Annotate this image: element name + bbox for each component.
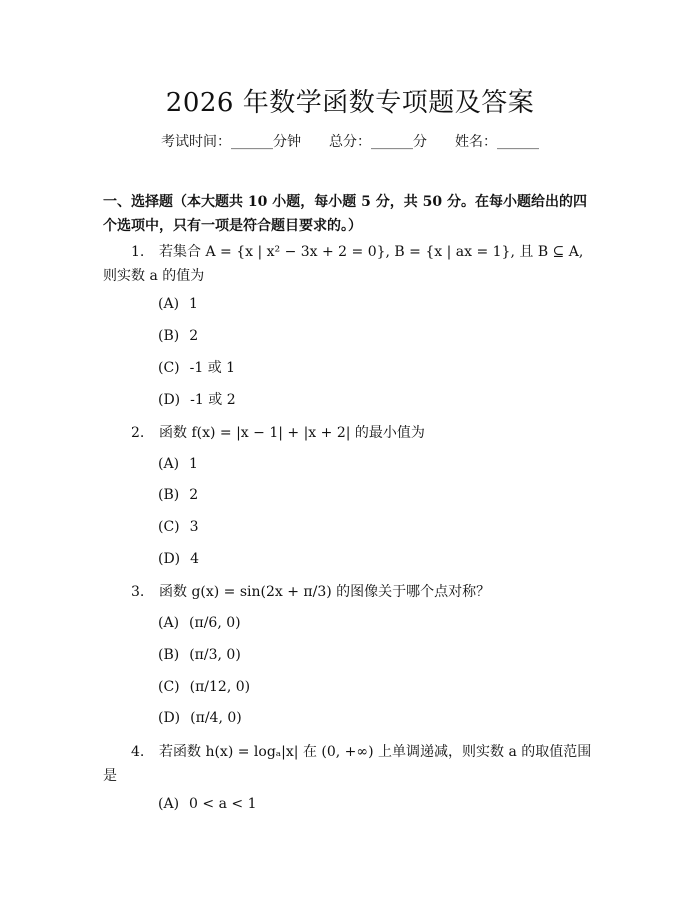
option [158, 294, 198, 314]
option [158, 485, 198, 505]
question [103, 580, 595, 604]
option-label: (B) [158, 328, 180, 344]
option-text: (π/3, 0) [189, 647, 241, 663]
question-text: 若函数 h(x) = logₐ|x| 在 (0, +∞) 上单调递减，则实数 a 的取值范围是 [103, 744, 592, 784]
option-label: (A) [158, 456, 180, 472]
question-number: 4. [131, 744, 145, 760]
exam-score: 总分：______分 [329, 134, 427, 150]
option-label: (C) [158, 679, 180, 695]
option-label: (C) [158, 519, 180, 535]
question-number: 3. [131, 584, 145, 600]
option-label: (A) [158, 615, 180, 631]
question-number: 2. [131, 425, 145, 441]
exam-info [0, 131, 700, 151]
option [158, 645, 241, 665]
option [158, 708, 242, 728]
option-label: (D) [158, 710, 181, 726]
option-text: 2 [189, 487, 199, 503]
option [158, 326, 198, 346]
option-label: (B) [158, 647, 180, 663]
option [158, 517, 199, 537]
question-text: 函数 f(x) = |x − 1| + |x + 2| 的最小值为 [159, 425, 425, 441]
option [158, 794, 256, 814]
question [103, 421, 595, 445]
page-title: 2026 年数学函数专项题及答案 [165, 88, 535, 118]
question [103, 740, 595, 788]
exam-time: 考试时间：______分钟 [161, 134, 301, 150]
option [158, 454, 198, 474]
option [158, 390, 236, 410]
option-text: (π/6, 0) [189, 615, 241, 631]
question-text: 函数 g(x) = sin(2x + π/3) 的图像关于哪个点对称？ [159, 584, 491, 600]
option-text: 1 [189, 456, 198, 472]
option-text: 4 [190, 551, 200, 567]
question-number: 1. [131, 244, 145, 260]
option [158, 358, 235, 378]
exam-name: 姓名：______ [455, 134, 539, 150]
option-text: 2 [189, 328, 199, 344]
option-label: (D) [158, 392, 181, 408]
option-text: 3 [189, 519, 199, 535]
option-label: (B) [158, 487, 180, 503]
option-text: 1 [189, 296, 198, 312]
option-text: -1 或 2 [190, 392, 236, 408]
question-text: 若集合 A = {x | x² − 3x + 2 = 0}, B = {x | ax = 1}, 且 B ⊆ A, 则实数 a 的值为 [103, 244, 584, 284]
option [158, 613, 241, 633]
section-heading: 一、选择题（本大题共 10 小题，每小题 5 分，共 50 分。在每小题给出的四个选项中，只有一项是符合题目要求的。） [103, 194, 587, 234]
option-text: (π/12, 0) [189, 679, 251, 695]
option-label: (A) [158, 796, 180, 812]
option-text: (π/4, 0) [190, 710, 242, 726]
option [158, 549, 199, 569]
option-label: (C) [158, 360, 180, 376]
option-text: -1 或 1 [189, 360, 236, 376]
option [158, 677, 250, 697]
option-label: (A) [158, 296, 180, 312]
option-label: (D) [158, 551, 181, 567]
question [103, 240, 595, 288]
option-text: 0 < a < 1 [189, 796, 257, 812]
